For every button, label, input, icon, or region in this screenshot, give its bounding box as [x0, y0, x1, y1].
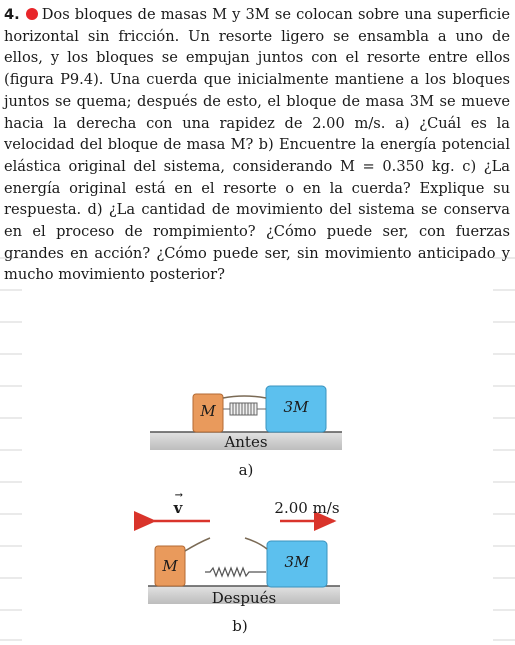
cord-a [223, 396, 266, 398]
problem-text: Dos bloques de masas M y 3M se colocan sobre una superficie horizontal sin fricción. Un resorte ligero se ensambla a uno de ellos, y los bloques se empujan juntos con el resorte entre ellos (figura P9.4). Una cuerda que inicialmente mantiene a los bloques juntos se quema; después de esto, el bloque de masa 3M se mueve hacia la derecha con una rapidez de 2.00 m/s. a) ¿Cuál es la velocidad del bloque de masa M? b) Encuentre la energía potencial elástica original del sistema, considerando M = 0.350 kg. c) ¿La energía original está en el resorte o en la cuerda? Explique su respuesta. d) ¿La cantidad de movimiento del sistema se conserva en el proceso de rompimiento? ¿Cómo puede ser, con fuerzas grandes en acción? ¿Cómo puede ser, sin movimiento anticipado y mucho movimiento posterior? [4, 6, 510, 284]
spring-compressed-a [223, 403, 266, 415]
block-small-label-a: M [200, 402, 216, 420]
figure-caption-b: b) [232, 617, 248, 635]
velocity-symbol: → v [173, 490, 184, 517]
block-large-label-b: 3M [284, 553, 310, 571]
figure-caption-a: a) [238, 461, 254, 479]
block-small-label-b: M [162, 557, 178, 575]
surface-label-a: Antes [224, 433, 268, 451]
cord-broken-right [245, 538, 267, 549]
block-large-label-a: 3M [283, 398, 309, 416]
spring-relaxed-b [205, 568, 266, 576]
surface-label-b: Después [211, 589, 277, 607]
problem-number: 4. [4, 6, 20, 23]
cord-broken-left [185, 538, 210, 551]
velocity-value: 2.00 m/s [274, 499, 340, 517]
